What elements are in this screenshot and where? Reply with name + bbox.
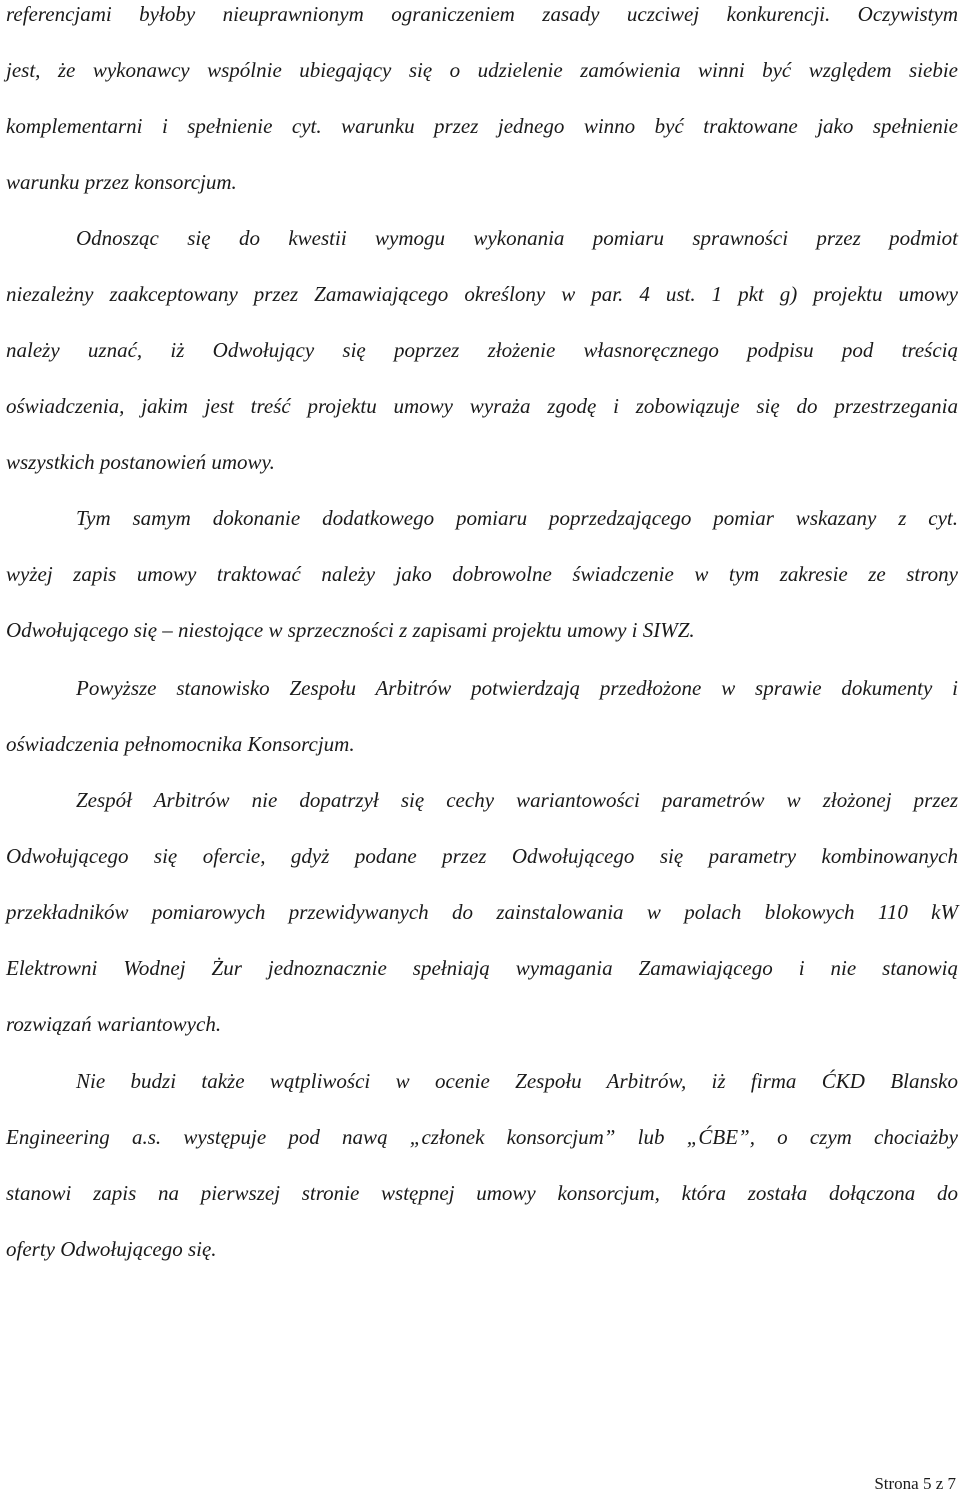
text-line: przekładników pomiarowych przewidywanych do zainstalowania w polach blokowych 110 kW: [6, 900, 958, 924]
text-line: należy uznać, iż Odwołujący się poprzez złożenie własnoręcznego podpisu pod treścią: [6, 338, 958, 362]
text-line: referencjami byłoby nieuprawnionym ograniczeniem zasady uczciwej konkurencji. Oczywistym: [6, 2, 958, 26]
text-line: oświadczenia pełnomocnika Konsorcjum.: [6, 732, 355, 756]
text-line: Engineering a.s. występuje pod nawą „członek konsorcjum” lub „ĆBE”, o czym chociażby: [6, 1125, 958, 1149]
text-line: oświadczenia, jakim jest treść projektu umowy wyraża zgodę i zobowiązuje się do przestrzegania: [6, 394, 958, 418]
page-number: Strona 5 z 7: [874, 1474, 956, 1493]
text-line: warunku przez konsorcjum.: [6, 170, 237, 194]
paragraph-first-line: Nie budzi także wątpliwości w ocenie Zespołu Arbitrów, iż firma ĆKD Blansko: [76, 1069, 958, 1093]
text-line: wszystkich postanowień umowy.: [6, 450, 275, 474]
text-line: Odwołującego się ofercie, gdyż podane przez Odwołującego się parametry kombinowanych: [6, 844, 958, 868]
text-line: oferty Odwołującego się.: [6, 1237, 217, 1261]
paragraph-first-line: Powyższe stanowisko Zespołu Arbitrów potwierdzają przedłożone w sprawie dokumenty i: [76, 676, 958, 700]
paragraph-first-line: Odnosząc się do kwestii wymogu wykonania pomiaru sprawności przez podmiot: [76, 226, 958, 250]
text-line: rozwiązań wariantowych.: [6, 1012, 222, 1036]
paragraph-first-line: Tym samym dokonanie dodatkowego pomiaru poprzedzającego pomiar wskazany z cyt.: [76, 506, 958, 530]
text-line: niezależny zaakceptowany przez Zamawiającego określony w par. 4 ust. 1 pkt g) projektu umowy: [6, 282, 958, 306]
text-line: Elektrowni Wodnej Żur jednoznacznie spełniają wymagania Zamawiającego i nie stanowią: [6, 956, 958, 980]
text-line: wyżej zapis umowy traktować należy jako dobrowolne świadczenie w tym zakresie ze strony: [6, 562, 958, 586]
paragraph-first-line: Zespół Arbitrów nie dopatrzył się cechy wariantowości parametrów w złożonej przez: [76, 788, 958, 812]
text-line: Odwołującego się – niestojące w sprzeczności z zapisami projektu umowy i SIWZ.: [6, 618, 695, 642]
text-line: jest, że wykonawcy wspólnie ubiegający się o udzielenie zamówienia winni być względem siebie: [6, 58, 958, 82]
text-line: komplementarni i spełnienie cyt. warunku przez jednego winno być traktowane jako spełnienie: [6, 114, 958, 138]
text-line: stanowi zapis na pierwszej stronie wstępnej umowy konsorcjum, która została dołączona do: [6, 1181, 958, 1205]
